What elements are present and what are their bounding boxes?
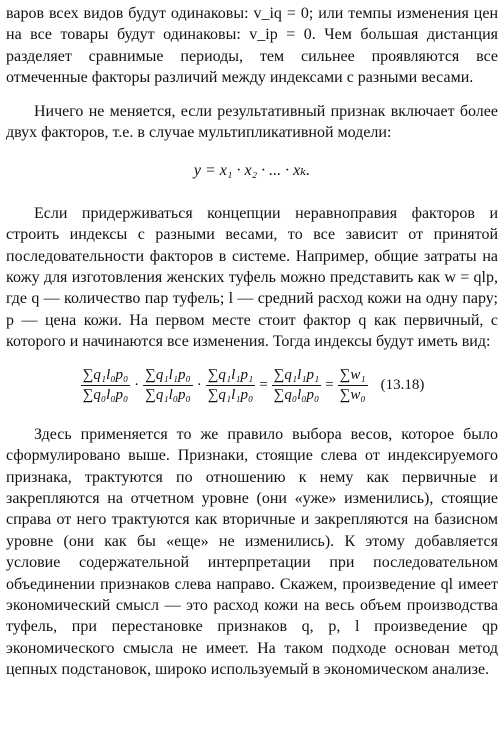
paragraph-4: Здесь применяется то же правило выбора весов, которое было сформулировано выше. Признаки, стоящие слева от индексируемого признака, трактуются по отношению к нему как первичные и закрепляются на отчетном уровне (они «уже» изменились), стоящие справа от него трактуются как вторичные и закрепляются на базисном уровне (они как бы «еще» не изменились). К этому добавляется условие содержательной интерпретации при последовательном объединении признаков слева направо. Скажем, произведение ql имеет экономический смысл — это расход кожи на весь объем производства туфель, при перестановке признаков q, p, l произведение qp экономического смысла не имеет. На таком подходе основан метод цепных подстановок, широко используемый в экономическом анализе. <box>6 425 498 679</box>
fraction-4 <box>272 367 322 404</box>
fraction-3 <box>206 367 256 404</box>
fraction-1-numerator: ∑q₁l₀p₀ <box>81 367 131 386</box>
formula-13-18 <box>6 367 498 404</box>
paragraph-2: Ничего не меняется, если результативный признак включает более двух факторов, т.е. в случае мультипликативной модели: <box>6 102 498 142</box>
multiply-dot-2: · <box>196 376 202 393</box>
fraction-2 <box>143 367 193 404</box>
fraction-1 <box>81 367 131 404</box>
fraction-4-numerator: ∑q₁l₁p₁ <box>272 367 322 386</box>
fraction-2-numerator: ∑q₁l₁p₀ <box>143 367 193 386</box>
equals-sign-2: = <box>325 376 334 393</box>
fraction-5-numerator: ∑w₁ <box>338 367 368 386</box>
multiply-dot-1: · <box>134 376 140 393</box>
paragraph-3: Если придерживаться концепции неравноправия факторов и строить индексы с разными весами, то все зависит от принятой последовательности факторов в системе. Например, общие затраты на кожу для изготовления женских туфель можно представить как w = qlp, где q — количество пар туфель; l — средний расход кожи на одну пару; p — цена кожи. На первом месте стоит фактор q как первичный, с которого и начинаются все изменения. Тогда индексы будут иметь вид: <box>6 204 498 351</box>
fraction-5 <box>338 367 368 404</box>
fraction-4-denominator: ∑q₀l₀p₀ <box>273 386 320 403</box>
fraction-3-numerator: ∑q₁l₁p₁ <box>206 367 256 386</box>
fraction-5-denominator: ∑w₀ <box>339 386 366 403</box>
equation-number: (13.18) <box>380 376 425 393</box>
fraction-1-denominator: ∑q₀l₀p₀ <box>82 386 129 403</box>
paragraph-1: варов всех видов будут одинаковы: v_iq = 0; или темпы изменения цен на все товары будут одинаковы: v_ip = 0. Чем большая дистанция разделяет сравнимые периоды, тем сильнее проявляются все отмеченные факторы различий между индексами с разными весами. <box>6 5 498 87</box>
equals-sign-1: = <box>259 376 268 393</box>
fraction-2-denominator: ∑q₁l₀p₀ <box>145 386 191 403</box>
fraction-3-denominator: ∑q₁l₁p₀ <box>207 386 254 403</box>
formula-multiplicative: y = x₁ · x₂ · ... · xₖ. <box>193 162 311 180</box>
